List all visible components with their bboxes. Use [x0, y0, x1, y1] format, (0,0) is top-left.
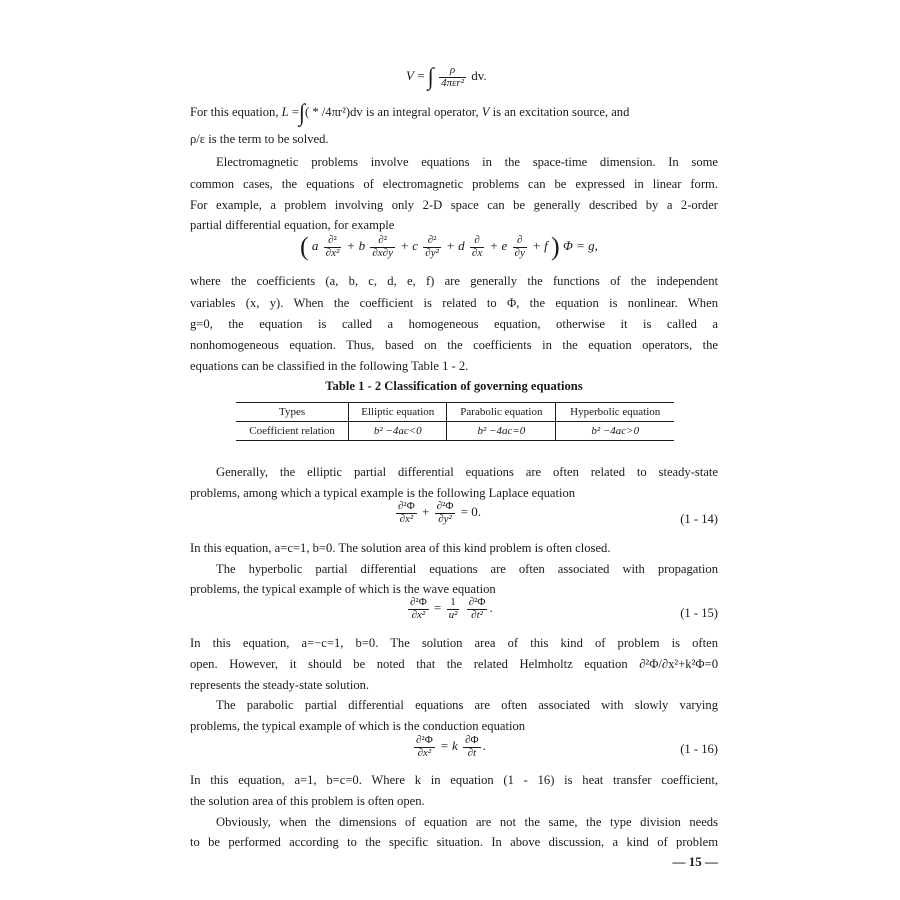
fraction: $\frac{\partial}{\partial x}$	[471, 233, 483, 259]
table-cell: Coefficient relation	[249, 425, 335, 437]
text-line: problems, the typical example of which is the conduction equation	[190, 719, 526, 733]
text-line: For example, a problem involving only 2-D space can be generally described by a 2-order	[190, 198, 718, 212]
fraction: $\frac{1}{\text{u²}}$	[448, 596, 458, 621]
fraction: $\frac{\text{∂²}}{\partial x\partial y}$	[372, 233, 393, 259]
text-line: In this equation, a=−c=1, b=0. The solution area of this kind of problem is often	[190, 636, 718, 650]
table-cell: b² −4ac<0	[349, 422, 447, 441]
table-cell: b² −4ac>0	[556, 422, 674, 441]
equation-conduction: $\frac{\text{∂²Φ}}{\text{∂x²}}$ = k $\frac{\partial\Phi}{\partial t}$ .	[416, 734, 486, 759]
text-line: equations can be classified in the following Table 1 - 2.	[190, 359, 469, 373]
equation-number: (1 - 16)	[680, 742, 718, 756]
text-line: In this equation, a=c=1, b=0. The solution area of this kind problem is often closed.	[190, 541, 611, 555]
text-line: the solution area of this problem is often open.	[190, 794, 425, 808]
text-line: For this equation, L =∫( * /4πr²)dv is an integral operator, V is an excitation source, and	[190, 98, 630, 127]
text-line: g=0, the equation is called a homogeneous equation, otherwise it is called a	[190, 317, 718, 331]
equation-number: (1 - 15)	[680, 606, 718, 620]
table-header-cell: Hyperbolic equation	[556, 403, 674, 422]
text-line: The parabolic partial differential equations are often associated with slowly varying	[216, 698, 718, 712]
text-line: partial differential equation, for example	[190, 218, 395, 232]
table-header-cell: Types	[236, 403, 349, 422]
text-line: nonhomogeneous equation. Thus, based on the coefficients in the equation operators, the	[190, 338, 718, 352]
fraction: $\frac{\text{∂²Φ}}{\text{∂y²}}$	[436, 500, 454, 525]
table-cell: b² −4ac=0	[447, 422, 556, 441]
text-line: ρ/ε is the term to be solved.	[190, 132, 329, 146]
fraction: $\frac{\partial}{\partial y}$	[514, 233, 525, 259]
equation-pde: ( a $\frac{\text{∂²}}{\text{∂x²}}$ + b $\frac{\text{∂²}}{\partial x\partial y}$ + c $\frac{\text{∂²}}{\text{∂y²}}$ + d $\frac{\partial}{\partial x}$ + e $\frac{\partial}{\partial y}$ + f ) Φ = g,	[300, 232, 598, 261]
text-line: Generally, the elliptic partial differential equations are often related to steady-state	[216, 465, 718, 479]
fraction: $\frac{\text{∂²Φ}}{\text{∂t²}}$	[468, 596, 486, 621]
fraction: $\frac{\rho}{\text{4πεr²}}$	[441, 63, 465, 89]
integral-sign: ∫	[298, 98, 305, 127]
fraction: $\frac{\text{∂²Φ}}{\text{∂x²}}$	[398, 500, 415, 525]
classification-table	[236, 402, 674, 441]
text-line: common cases, the equations of electromagnetic problems can be expressed in linear form.	[190, 177, 718, 191]
text-line: represents the steady-state solution.	[190, 678, 370, 692]
fraction: $\frac{\text{∂²}}{\text{∂y²}}$	[425, 233, 439, 259]
equation-potential: V = ∫ $\frac{\rho}{\text{4πεr²}}$ dv.	[406, 62, 487, 91]
table-header-row	[236, 403, 674, 422]
text-line: The hyperbolic partial differential equations are often associated with propagation	[216, 562, 718, 576]
equation-number: (1 - 14)	[680, 512, 718, 526]
text-line: Obviously, when the dimensions of equation are not the same, the type division needs	[216, 815, 718, 829]
table-header-cell: Parabolic equation	[447, 403, 556, 422]
text-line: to be performed according to the specific situation. In above discussion, a kind of problem	[190, 835, 718, 849]
text-line: problems, among which a typical example is the following Laplace equation	[190, 486, 576, 500]
table-header-cell: Elliptic equation	[349, 403, 447, 422]
fraction: $\frac{\text{∂²Φ}}{\text{∂x²}}$	[410, 596, 427, 621]
fraction: $\frac{\text{∂²}}{\text{∂x²}}$	[325, 233, 340, 259]
text-line: In this equation, a=1, b=c=0. Where k in equation (1 - 16) is heat transfer coefficient,	[190, 773, 718, 787]
text-line: problems, the typical example of which is the wave equation	[190, 582, 496, 596]
page-number: — 15 —	[672, 854, 718, 869]
equation-wave: $\frac{\text{∂²Φ}}{\text{∂x²}}$ = $\frac{1}{\text{u²}}$ $\frac{\text{∂²Φ}}{\text{∂t²}}$ .	[410, 596, 493, 621]
text-line: open. However, it should be noted that the related Helmholtz equation ∂²Φ/∂x²+k²Φ=0	[190, 657, 718, 671]
table-row	[236, 422, 674, 441]
integral-sign: ∫	[427, 62, 434, 91]
table-caption: Table 1 - 2 Classification of governing equations	[325, 379, 583, 393]
fraction: $\frac{\partial\Phi}{\partial t}$	[465, 734, 479, 759]
fraction: $\frac{\text{∂²Φ}}{\text{∂x²}}$	[416, 734, 433, 759]
text-line: where the coefficients (a, b, c, d, e, f) are generally the functions of the independent	[190, 274, 718, 288]
equation-laplace: $\frac{\text{∂²Φ}}{\text{∂x²}}$ + $\frac{\text{∂²Φ}}{\text{∂y²}}$ = 0.	[398, 500, 481, 525]
text-line: variables (x, y). When the coefficient is related to Φ, the equation is nonlinear. When	[190, 296, 718, 310]
text-line: Electromagnetic problems involve equations in the space-time dimension. In some	[216, 155, 718, 169]
